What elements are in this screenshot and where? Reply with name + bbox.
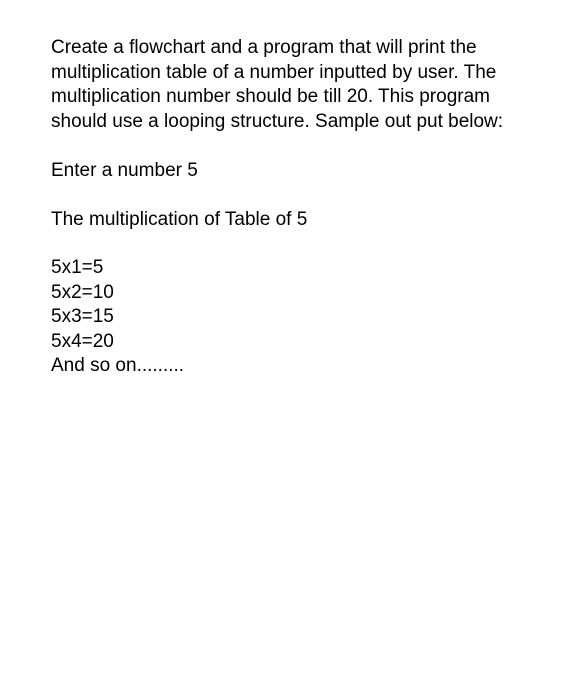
sample-output-row: 5x2=10 — [51, 281, 114, 303]
question-line: multiplication table of a number inputted by user. The — [51, 61, 497, 83]
sample-output — [51, 256, 551, 379]
sample-prompt — [51, 159, 551, 184]
document-body — [51, 36, 551, 379]
spacer — [51, 134, 551, 159]
sample-heading — [51, 208, 551, 233]
question-paragraph — [51, 36, 551, 134]
spacer — [51, 232, 551, 256]
sample-continuation: And so on......... — [51, 355, 185, 376]
spacer — [51, 184, 551, 208]
sample-heading-line: The multiplication of Table of 5 — [51, 208, 308, 230]
question-line: Create a flowchart and a program that will print the — [51, 37, 477, 58]
sample-output-row: 5x4=20 — [51, 330, 114, 352]
question-line: multiplication number should be till 20. This program — [51, 86, 490, 107]
sample-output-row: 5x1=5 — [51, 257, 104, 278]
question-line: should use a looping structure. Sample out put below: — [51, 110, 504, 132]
sample-prompt-line: Enter a number 5 — [51, 160, 198, 181]
sample-output-row: 5x3=15 — [51, 306, 114, 327]
